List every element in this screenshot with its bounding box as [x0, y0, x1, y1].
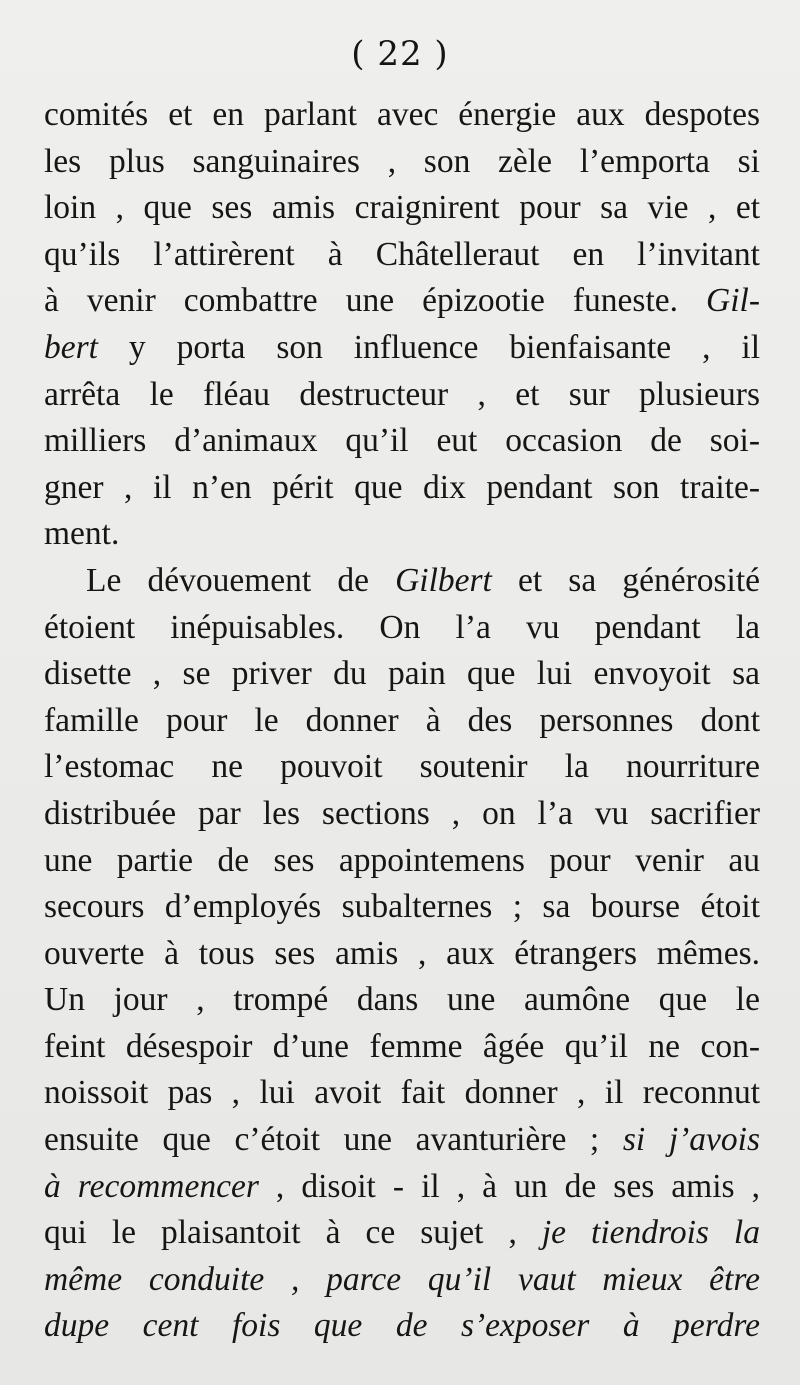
text-segment: arrêta le fléau destructeur , et sur plusieurs	[44, 375, 760, 413]
text-line	[44, 278, 760, 325]
body-text	[44, 92, 760, 1350]
italic-text: Gil-	[706, 282, 760, 320]
text-segment: loin , que ses amis craignirent pour sa vie , et	[44, 189, 760, 227]
text-segment: famille pour le donner à des personnes dont	[44, 701, 760, 739]
text-segment: noissoit pas , lui avoit fait donner , il reconnut	[44, 1074, 760, 1112]
italic-text: à recommencer	[44, 1167, 259, 1205]
text-line	[44, 232, 760, 279]
text-segment: qui le plaisantoit à ce sujet ,	[44, 1214, 542, 1252]
text-line	[44, 605, 760, 652]
text-line	[44, 1210, 760, 1257]
text-line	[44, 418, 760, 465]
text-segment: Le dévouement de	[86, 561, 396, 599]
text-line	[44, 1117, 760, 1164]
text-line	[44, 744, 760, 791]
italic-text: bert	[44, 328, 98, 366]
text-segment: gner , il n’en périt que dix pendant son traite-	[44, 468, 760, 506]
text-line	[44, 698, 760, 745]
text-line	[44, 511, 760, 558]
text-line	[44, 1070, 760, 1117]
text-segment: qu’ils l’attirèrent à Châtelleraut en l’invitant	[44, 235, 760, 273]
text-line	[44, 1257, 760, 1304]
text-segment: Un jour , trompé dans une aumône que le	[44, 981, 760, 1019]
text-line	[44, 139, 760, 186]
text-line	[44, 1024, 760, 1071]
text-segment: comités et en parlant avec énergie aux despotes	[44, 96, 760, 133]
text-line	[44, 558, 760, 605]
text-line	[44, 1303, 760, 1350]
text-segment: ouverte à tous ses amis , aux étrangers mêmes.	[44, 934, 760, 972]
text-line	[44, 465, 760, 512]
italic-text: dupe cent fois que de s’exposer à perdre	[44, 1307, 760, 1345]
text-line	[44, 651, 760, 698]
text-segment: une partie de ses appointemens pour venir au	[44, 841, 760, 879]
text-line	[44, 185, 760, 232]
italic-text: je tiendrois la	[541, 1214, 760, 1252]
text-segment: et sa générosité	[491, 561, 760, 599]
text-segment: étoient inépuisables. On l’a vu pendant la	[44, 608, 760, 646]
text-line	[44, 838, 760, 885]
italic-text: si j’avois	[622, 1121, 760, 1159]
text-segment: ensuite que c’étoit une avanturière ;	[44, 1121, 623, 1159]
text-segment: milliers d’animaux qu’il eut occasion de soi-	[44, 422, 760, 460]
text-segment: à venir combattre une épizootie funeste.	[44, 282, 707, 320]
text-segment: , disoit - il , à un de ses amis ,	[258, 1167, 761, 1205]
text-segment: l’estomac ne pouvoit soutenir la nourriture	[44, 748, 760, 786]
text-segment: secours d’employés subalternes ; sa bourse étoit	[44, 888, 760, 926]
text-segment: y porta son influence bienfaisante , il	[97, 328, 760, 366]
text-segment: feint désespoir d’une femme âgée qu’il ne con-	[44, 1027, 760, 1065]
text-segment: distribuée par les sections , on l’a vu sacrifier	[44, 794, 760, 832]
page-number: ( 22 )	[351, 34, 449, 74]
text-segment: ment.	[44, 515, 120, 553]
text-line	[44, 92, 760, 139]
text-segment: disette , se priver du pain que lui envoyoit sa	[44, 655, 760, 693]
italic-text: même conduite , parce qu’il vaut mieux être	[44, 1260, 760, 1298]
text-line	[44, 791, 760, 838]
text-line	[44, 1164, 760, 1211]
italic-text: Gilbert	[395, 561, 492, 599]
text-line	[44, 977, 760, 1024]
text-segment: les plus sanguinaires , son zèle l’emporta si	[44, 142, 760, 180]
text-line	[44, 325, 760, 372]
text-line	[44, 372, 760, 419]
text-line	[44, 931, 760, 978]
text-line	[44, 884, 760, 931]
